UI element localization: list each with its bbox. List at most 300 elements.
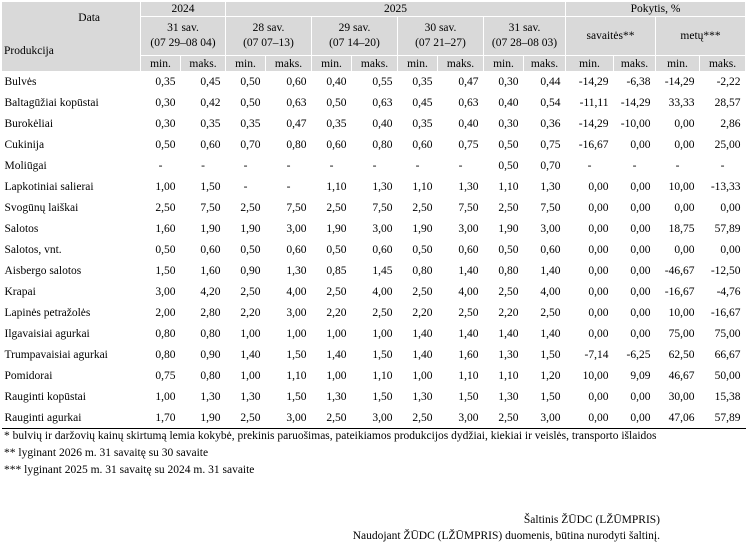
table-cell: 1,70: [141, 408, 181, 429]
week-header: [484, 17, 566, 56]
table-cell: 0,45: [398, 93, 438, 114]
table-cell: 2,20: [312, 303, 352, 324]
weekly-change-header: savaitės**: [566, 17, 656, 56]
table-cell: 0,80: [484, 261, 524, 282]
table-cell: 0,54: [524, 93, 566, 114]
year-2024-header: 2024: [141, 2, 226, 17]
table-cell: 1,10: [312, 177, 352, 198]
table-cell: -: [226, 156, 266, 177]
min-header: min.: [312, 56, 352, 72]
table-cell: 0,75: [524, 135, 566, 156]
table-cell: 1,00: [141, 387, 181, 408]
max-header: maks.: [524, 56, 566, 72]
table-cell: 4,20: [181, 282, 226, 303]
table-cell: 0,36: [524, 114, 566, 135]
table-cell: 3,00: [524, 408, 566, 429]
table-cell: -: [266, 177, 312, 198]
table-cell: 2,86: [700, 114, 746, 135]
table-cell: 2,50: [398, 408, 438, 429]
table-cell: 2,50: [438, 303, 484, 324]
table-cell: 0,60: [266, 72, 312, 93]
min-header: min.: [656, 56, 700, 72]
table-cell: 9,09: [614, 366, 656, 387]
table-cell: -6,25: [614, 345, 656, 366]
table-cell: 2,50: [484, 408, 524, 429]
table-cell: -14,29: [566, 72, 614, 93]
week-header: [312, 17, 398, 56]
table-cell: 0,00: [566, 261, 614, 282]
table-cell: 1,00: [266, 324, 312, 345]
table-cell: 0,00: [614, 387, 656, 408]
week-label: 31 sav.: [508, 22, 541, 34]
table-cell: 0,50: [484, 156, 524, 177]
table-cell: 1,40: [398, 324, 438, 345]
table-body: [2, 72, 746, 429]
table-cell: -: [566, 156, 614, 177]
table-cell: 3,00: [524, 219, 566, 240]
table-cell: 10,00: [656, 303, 700, 324]
week-dates: (07 21–27): [415, 37, 466, 49]
table-cell: 0,00: [614, 324, 656, 345]
table-cell: 2,50: [398, 198, 438, 219]
table-cell: 0,00: [656, 240, 700, 261]
table-cell: 1,40: [226, 345, 266, 366]
table-cell: 0,50: [312, 240, 352, 261]
table-cell: 0,60: [524, 240, 566, 261]
table-cell: -: [700, 156, 746, 177]
table-cell: 1,50: [181, 177, 226, 198]
table-row: [2, 261, 746, 282]
table-cell: -16,67: [656, 282, 700, 303]
table-cell: -: [398, 156, 438, 177]
table-row: [2, 156, 746, 177]
week-header: [398, 17, 484, 56]
table-cell: 0,80: [352, 135, 398, 156]
table-cell: 1,40: [438, 324, 484, 345]
product-name: Svogūnų laiškai: [2, 198, 141, 219]
table-cell: 3,00: [352, 408, 398, 429]
table-cell: 1,90: [226, 219, 266, 240]
table-cell: 0,80: [141, 345, 181, 366]
table-cell: 1,10: [352, 366, 398, 387]
table-row: [2, 93, 746, 114]
table-cell: 15,38: [700, 387, 746, 408]
table-cell: 2,50: [398, 282, 438, 303]
table-cell: 1,50: [438, 387, 484, 408]
table-row: [2, 366, 746, 387]
table-cell: 1,00: [141, 177, 181, 198]
week-label: 31 sav.: [167, 22, 199, 34]
product-name: Salotos, vnt.: [2, 240, 141, 261]
price-table: [1, 1, 746, 429]
table-cell: 2,50: [141, 198, 181, 219]
product-name: Baltagūžiai kopūstai: [2, 93, 141, 114]
table-cell: 0,00: [614, 303, 656, 324]
product-name: Moliūgai: [2, 156, 141, 177]
table-cell: -11,11: [566, 93, 614, 114]
table-row: [2, 135, 746, 156]
product-name: Salotos: [2, 219, 141, 240]
table-cell: 0,44: [524, 72, 566, 93]
table-cell: 0,30: [141, 114, 181, 135]
table-cell: 75,00: [700, 324, 746, 345]
table-cell: 1,60: [438, 345, 484, 366]
table-cell: 1,10: [398, 177, 438, 198]
table-cell: 2,50: [484, 282, 524, 303]
min-header: min.: [226, 56, 266, 72]
table-cell: 0,50: [312, 93, 352, 114]
table-cell: -10,00: [614, 114, 656, 135]
week-dates: (07 14–20): [329, 37, 380, 49]
table-cell: 0,40: [484, 93, 524, 114]
table-cell: 57,89: [700, 408, 746, 429]
table-cell: 2,00: [141, 303, 181, 324]
table-cell: 1,50: [266, 387, 312, 408]
table-cell: 2,20: [484, 303, 524, 324]
table-cell: 1,50: [352, 387, 398, 408]
max-header: maks.: [438, 56, 484, 72]
table-cell: 0,50: [226, 93, 266, 114]
table-cell: 1,00: [312, 366, 352, 387]
table-cell: 0,75: [438, 135, 484, 156]
table-cell: 1,40: [398, 345, 438, 366]
table-cell: 0,80: [181, 366, 226, 387]
table-cell: 4,00: [438, 282, 484, 303]
table-cell: 0,50: [484, 135, 524, 156]
table-cell: 3,00: [266, 219, 312, 240]
table-row: [2, 240, 746, 261]
table-cell: 2,50: [226, 408, 266, 429]
table-cell: 0,55: [352, 72, 398, 93]
footnotes: [4, 428, 659, 479]
table-cell: 0,63: [352, 93, 398, 114]
table-cell: 0,60: [438, 240, 484, 261]
table-cell: 2,50: [484, 198, 524, 219]
table-cell: 1,30: [226, 387, 266, 408]
footnote: * bulvių ir daržovių kainų skirtumą lemia kokybė, prekinis paruošimas, pateikiamos produkcijos dydžiai, kiekiai ir veislės, transporto išlaidos: [4, 430, 657, 442]
table-cell: 1,45: [352, 261, 398, 282]
table-cell: 0,80: [141, 324, 181, 345]
table-cell: 0,60: [266, 240, 312, 261]
table-cell: 1,20: [524, 366, 566, 387]
product-name: Trumpavaisiai agurkai: [2, 345, 141, 366]
table-cell: 1,30: [266, 261, 312, 282]
table-cell: 1,10: [438, 366, 484, 387]
week-dates: (07 29–08 04): [150, 37, 216, 49]
table-cell: 0,80: [266, 135, 312, 156]
table-cell: 0,00: [700, 240, 746, 261]
table-cell: 0,00: [566, 177, 614, 198]
table-cell: 0,50: [141, 135, 181, 156]
table-cell: 0,00: [614, 177, 656, 198]
table-cell: 7,50: [181, 198, 226, 219]
table-cell: 7,50: [438, 198, 484, 219]
table-cell: -: [266, 156, 312, 177]
table-cell: 0,80: [181, 324, 226, 345]
table-cell: 0,35: [226, 114, 266, 135]
table-cell: -4,76: [700, 282, 746, 303]
table-cell: 7,50: [352, 198, 398, 219]
table-cell: 1,10: [266, 366, 312, 387]
week-label: 28 sav.: [252, 22, 285, 34]
table-cell: 1,50: [352, 345, 398, 366]
corner-header: [2, 2, 141, 72]
table-cell: 0,00: [614, 261, 656, 282]
product-name: Aisbergo salotos: [2, 261, 141, 282]
table-cell: 0,50: [398, 240, 438, 261]
table-cell: -: [141, 156, 181, 177]
table-cell: 1,00: [226, 324, 266, 345]
table-cell: 0,70: [524, 156, 566, 177]
table-row: [2, 114, 746, 135]
source-line: Naudojant ŽŪDC (LŽŪMPRIS) duomenis, būtina nurodyti šaltinį.: [352, 530, 660, 542]
table-cell: -12,50: [700, 261, 746, 282]
table-cell: 1,50: [524, 387, 566, 408]
table-cell: 0,45: [181, 72, 226, 93]
table-cell: 1,30: [352, 177, 398, 198]
table-cell: 25,00: [700, 135, 746, 156]
table-cell: 2,50: [226, 198, 266, 219]
table-row: [2, 303, 746, 324]
table-cell: -: [656, 156, 700, 177]
table-row: [2, 198, 746, 219]
table-cell: 1,60: [181, 261, 226, 282]
product-name: Lapkotiniai salierai: [2, 177, 141, 198]
table-row: [2, 177, 746, 198]
data-label: Data: [78, 12, 100, 24]
table-cell: -2,22: [700, 72, 746, 93]
table-cell: 0,47: [438, 72, 484, 93]
table-cell: 0,00: [614, 282, 656, 303]
table-cell: -: [181, 156, 226, 177]
table-cell: 0,70: [226, 135, 266, 156]
table-cell: 0,00: [700, 198, 746, 219]
table-cell: 1,40: [312, 345, 352, 366]
table-cell: 0,00: [656, 114, 700, 135]
table-cell: 1,30: [312, 387, 352, 408]
table-cell: 2,50: [312, 282, 352, 303]
table-cell: 0,00: [566, 240, 614, 261]
table-row: [2, 345, 746, 366]
product-name: Pomidorai: [2, 366, 141, 387]
table-cell: 1,90: [484, 219, 524, 240]
table-row: [2, 387, 746, 408]
table-cell: 0,90: [226, 261, 266, 282]
table-cell: 0,90: [181, 345, 226, 366]
table-cell: 0,63: [266, 93, 312, 114]
table-cell: 1,90: [181, 219, 226, 240]
table-cell: 1,00: [398, 366, 438, 387]
table-cell: 62,50: [656, 345, 700, 366]
table-cell: 2,50: [352, 303, 398, 324]
table-cell: 4,00: [266, 282, 312, 303]
table-cell: -: [226, 177, 266, 198]
table-cell: 0,30: [484, 114, 524, 135]
table-cell: 0,00: [566, 303, 614, 324]
table-cell: 33,33: [656, 93, 700, 114]
week-header: [226, 17, 312, 56]
table-cell: 0,50: [226, 240, 266, 261]
table-cell: 0,60: [312, 135, 352, 156]
table-cell: 10,00: [656, 177, 700, 198]
table-cell: 75,00: [656, 324, 700, 345]
table-cell: 0,80: [398, 261, 438, 282]
table-cell: 28,57: [700, 93, 746, 114]
table-cell: 3,00: [438, 408, 484, 429]
table-cell: 0,63: [438, 93, 484, 114]
table-cell: 0,00: [566, 282, 614, 303]
table-cell: 0,00: [566, 324, 614, 345]
table-cell: 3,00: [438, 219, 484, 240]
min-header: min.: [566, 56, 614, 72]
table-cell: 1,30: [524, 177, 566, 198]
table-cell: 3,00: [352, 219, 398, 240]
table-row: [2, 72, 746, 93]
table-cell: 1,50: [266, 345, 312, 366]
table-cell: 0,35: [398, 72, 438, 93]
week-dates: (07 07–13): [243, 37, 294, 49]
table-cell: 0,00: [614, 240, 656, 261]
table-row: [2, 282, 746, 303]
table-cell: 0,50: [226, 72, 266, 93]
table-cell: 46,67: [656, 366, 700, 387]
table-cell: -7,14: [566, 345, 614, 366]
table-cell: -: [352, 156, 398, 177]
table-cell: 1,30: [438, 177, 484, 198]
table-cell: 0,00: [566, 198, 614, 219]
table-cell: -46,67: [656, 261, 700, 282]
table-cell: 57,89: [700, 219, 746, 240]
table-cell: 0,85: [312, 261, 352, 282]
table-cell: 50,00: [700, 366, 746, 387]
table-cell: 0,35: [181, 114, 226, 135]
table-cell: 1,00: [312, 324, 352, 345]
table-cell: 0,00: [614, 408, 656, 429]
table-cell: 2,20: [226, 303, 266, 324]
table-cell: 1,30: [484, 345, 524, 366]
table-cell: 66,67: [700, 345, 746, 366]
week-label: 30 sav.: [424, 22, 457, 34]
product-label: Produkcija: [4, 45, 54, 57]
table-cell: 2,50: [312, 198, 352, 219]
table-cell: 2,20: [398, 303, 438, 324]
table-cell: 0,40: [352, 114, 398, 135]
table-cell: 1,90: [312, 219, 352, 240]
table-row: [2, 324, 746, 345]
product-name: Rauginti agurkai: [2, 408, 141, 429]
table-cell: 1,30: [484, 387, 524, 408]
table-cell: 0,00: [656, 198, 700, 219]
min-header: min.: [484, 56, 524, 72]
table-cell: 0,42: [181, 93, 226, 114]
table-cell: 0,40: [312, 72, 352, 93]
table-cell: 1,10: [484, 366, 524, 387]
table-cell: 7,50: [266, 198, 312, 219]
table-cell: 0,00: [614, 219, 656, 240]
footnote: *** lyginant 2025 m. 31 savaitę su 2024 m. 31 savaite: [4, 464, 255, 476]
table-cell: 1,50: [524, 345, 566, 366]
table-cell: -14,29: [614, 93, 656, 114]
table-cell: 7,50: [524, 198, 566, 219]
table-cell: 4,00: [352, 282, 398, 303]
max-header: maks.: [614, 56, 656, 72]
max-header: maks.: [181, 56, 226, 72]
table-cell: 0,60: [181, 135, 226, 156]
table-cell: 0,00: [614, 135, 656, 156]
product-name: Ilgavaisiai agurkai: [2, 324, 141, 345]
table-cell: -: [438, 156, 484, 177]
table-cell: 4,00: [524, 282, 566, 303]
table-cell: 1,50: [141, 261, 181, 282]
table-cell: -16,67: [566, 135, 614, 156]
footnote: ** lyginant 2026 m. 31 savaitę su 30 savaite: [4, 447, 209, 459]
table-cell: 0,00: [566, 219, 614, 240]
product-name: Krapai: [2, 282, 141, 303]
table-cell: 1,00: [352, 324, 398, 345]
week-label: 29 sav.: [338, 22, 371, 34]
table-cell: 0,35: [312, 114, 352, 135]
table-cell: 3,00: [141, 282, 181, 303]
table-cell: 0,30: [484, 72, 524, 93]
table-cell: 0,60: [398, 135, 438, 156]
table-cell: 1,90: [398, 219, 438, 240]
table-cell: 0,30: [141, 93, 181, 114]
week-header: [141, 17, 226, 56]
table-cell: 1,40: [438, 261, 484, 282]
table-cell: 1,40: [524, 324, 566, 345]
table-cell: 47,06: [656, 408, 700, 429]
week-dates: (07 28–08 03): [491, 37, 558, 49]
table-cell: -6,38: [614, 72, 656, 93]
table-cell: 1,30: [398, 387, 438, 408]
min-header: min.: [141, 56, 181, 72]
table-cell: 0,47: [266, 114, 312, 135]
year-2025-header: 2025: [226, 2, 566, 17]
table-cell: 3,00: [266, 408, 312, 429]
table-cell: 2,80: [181, 303, 226, 324]
table-cell: -14,29: [656, 72, 700, 93]
table-cell: -14,29: [566, 114, 614, 135]
table-cell: 0,00: [614, 198, 656, 219]
table-cell: 0,00: [566, 387, 614, 408]
table-cell: 18,75: [656, 219, 700, 240]
source-block: [353, 512, 660, 544]
product-name: Rauginti kopūstai: [2, 387, 141, 408]
max-header: maks.: [266, 56, 312, 72]
table-cell: 2,50: [226, 282, 266, 303]
table-cell: 0,75: [141, 366, 181, 387]
product-name: Bulvės: [2, 72, 141, 93]
table-cell: 1,40: [484, 324, 524, 345]
table-cell: 2,50: [312, 408, 352, 429]
yearly-change-header: metų***: [656, 17, 746, 56]
table-cell: 0,00: [566, 408, 614, 429]
table-cell: 1,60: [141, 219, 181, 240]
table-cell: -: [614, 156, 656, 177]
table-cell: 10,00: [566, 366, 614, 387]
table-cell: 1,40: [524, 261, 566, 282]
product-name: Cukinija: [2, 135, 141, 156]
table-cell: 0,60: [181, 240, 226, 261]
table-cell: -: [312, 156, 352, 177]
table-cell: 0,60: [352, 240, 398, 261]
change-header: Pokytis, %: [566, 2, 746, 17]
table-cell: 0,50: [141, 240, 181, 261]
product-name: Lapinės petražolės: [2, 303, 141, 324]
source-line: Šaltinis ŽŪDC (LŽŪMPRIS): [523, 514, 660, 526]
table-cell: -16,67: [700, 303, 746, 324]
table-row: [2, 408, 746, 429]
